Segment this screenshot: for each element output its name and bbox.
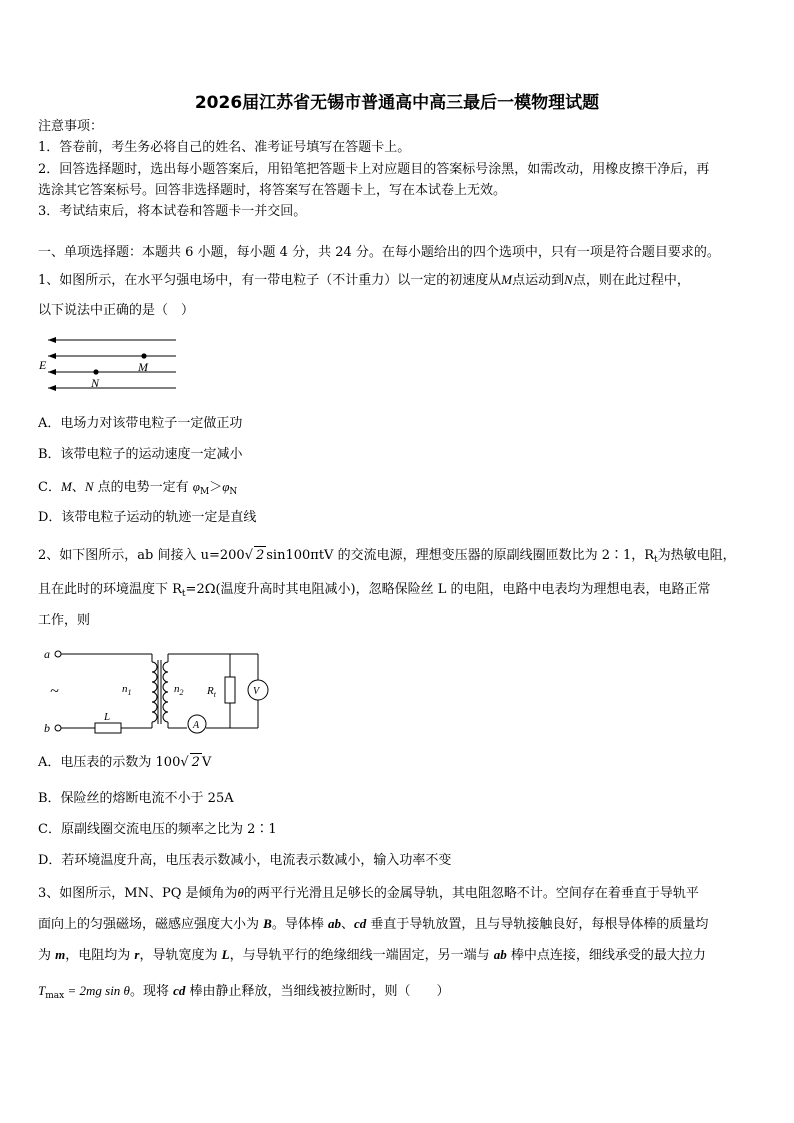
thermistor-label: $R_t$: [207, 685, 216, 699]
page-title: 2026届江苏省无锡市普通高中高三最后一模物理试题: [194, 93, 600, 113]
q3-stem-line4: $T_{max} = 2mg$ sin θ。现将 cd 棒由静止释放，当细线被拉断时，则（ ）: [38, 983, 450, 1001]
q1-option-c: C．M、N 点的电势一定有 $\varphi_M>\varphi_N$: [38, 479, 238, 497]
notice-item-2a: 2．回答选择题时，选出每小题答案后，用铅笔把答题卡上对应题目的答案标号涂黑，如需改动，用橡皮擦干净后，再: [38, 162, 710, 177]
notice-heading: 注意事项：: [38, 119, 104, 134]
q2-option-a: A．电压表的示数为 100√ 2 V: [38, 755, 212, 770]
point-M-dot: [141, 353, 146, 358]
q2-stem-line1: 2、如下图所示，ab 间接入 u=200√ 2 sin100πtV 的交流电源，理想变压器的原副线圈匝数比为 2∶1，$R_t$为热敏电阻，: [38, 548, 736, 565]
section-heading: 一、单项选择题：本题共 6 小题，每小题 4 分，共 24 分。在每小题给出的四个选项中，只有一项是符合题目要求的。: [38, 245, 720, 260]
n2-label: $n_2$: [174, 683, 184, 697]
ammeter-symbol: A: [193, 720, 200, 731]
n1-label: $n_1$: [122, 683, 132, 697]
q1-option-a: A．电场力对该带电粒子一定做正功: [38, 416, 243, 431]
q2-transformer-circuit-figure: [40, 640, 275, 740]
label-E: E: [39, 358, 47, 372]
q3-stem-line1: 3、如图所示，MN、PQ 是倾角为θ的两平行光滑且足够长的金属导轨，其电阻忽略不计。空间存在着垂直于导轨平: [38, 885, 699, 901]
q2-stem-line3: 工作，则: [38, 613, 91, 628]
q1-option-b: B．该带电粒子的运动速度一定减小: [38, 447, 243, 462]
q1-stem-line1: 1、如图所示，在水平匀强电场中，有一带电粒子（不计重力）以一定的初速度从M点运动到N点，则在此过程中，: [38, 272, 690, 288]
q2-option-c: C．原副线圈交流电压的频率之比为 2∶1: [38, 822, 277, 837]
notice-item-2b: 选涂其它答案标号。回答非选择题时，将答案写在答题卡上，写在本试卷上无效。: [38, 183, 507, 198]
label-N: N: [91, 376, 100, 390]
voltmeter-symbol: V: [253, 686, 260, 697]
point-N-dot: [93, 369, 98, 374]
q3-stem-line2: 面向上的匀强磁场，磁感应强度大小为 B。导体棒 ab、cd 垂直于导轨放置，且与导轨接触良好，每根导体棒的质量均: [38, 916, 709, 932]
q2-stem-line2: 且在此时的环境温度下 $R_t=2\Omega$(温度升高时其电阻减小)，忽略保险丝 L 的电阻，电路中电表均为理想电表，电路正常: [38, 582, 711, 599]
q1-electric-field-figure: [36, 332, 186, 394]
terminal-b-label: b: [44, 721, 50, 735]
ac-source-symbol: ~: [50, 683, 59, 700]
fuse-label: L: [104, 711, 111, 723]
q1-stem-line2: 以下说法中正确的是（ ）: [38, 303, 195, 318]
q3-stem-line3: 为 m，电阻均为 r，导轨宽度为 L，与导轨平行的绝缘细线一端固定，另一端与 ab 棒中点连接，细线承受的最大拉力: [38, 947, 706, 963]
terminal-a-label: a: [44, 647, 50, 661]
q2-option-d: D．若环境温度升高，电压表示数减小，电流表示数减小，输入功率不变: [38, 853, 452, 868]
notice-item-1: 1．答卷前，考生务必将自己的姓名、准考证号填写在答题卡上。: [38, 140, 411, 155]
q1-option-d: D．该带电粒子运动的轨迹一定是直线: [38, 510, 257, 525]
notice-item-3: 3．考试结束后，将本试卷和答题卡一并交回。: [38, 204, 307, 219]
q2-option-b: B．保险丝的熔断电流不小于 25A: [38, 791, 234, 806]
label-M: M: [138, 360, 148, 374]
